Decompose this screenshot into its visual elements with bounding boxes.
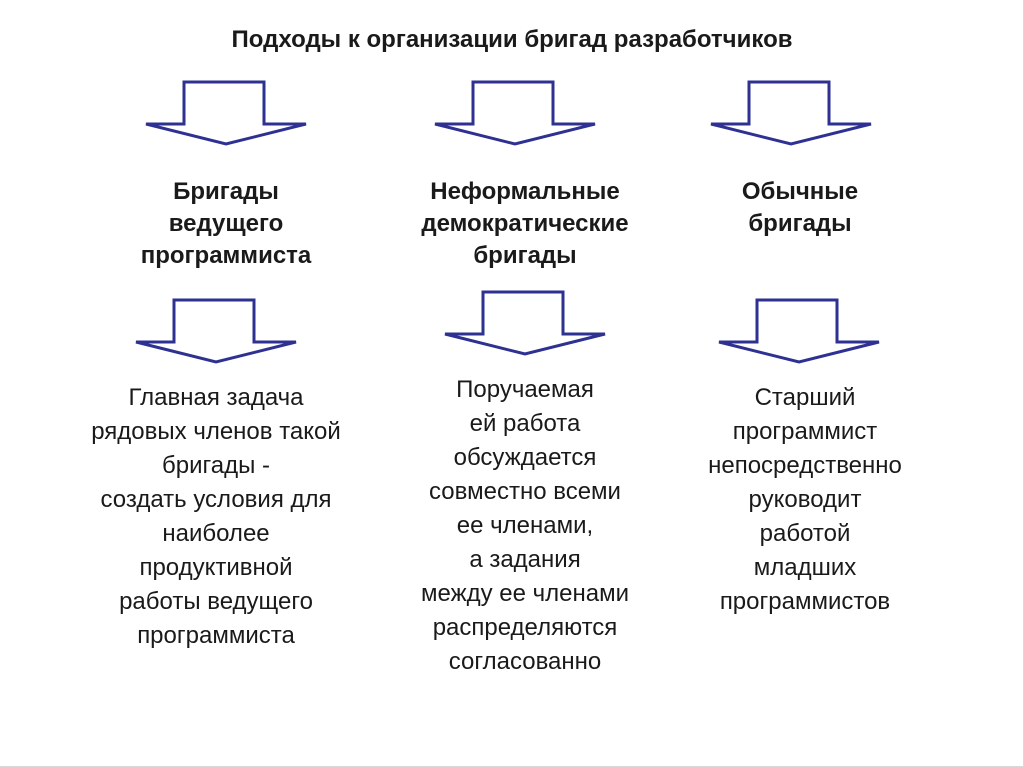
heading-chief-programmer-teams: Бригады ведущего программиста [140,178,312,269]
down-arrow-icon [433,80,597,146]
down-arrow-icon [134,298,298,364]
down-arrow-icon [717,298,881,364]
heading-ordinary-teams: Обычные бригады [741,178,859,237]
down-arrow-icon [443,290,607,356]
heading-democratic-teams: Неформальные демократические бригады [421,178,629,269]
description-democratic-teams: Поручаемая ей работа обсуждается совместно всеми ее членами, а задания между ее членами распределяются согласованно [420,376,630,675]
description-ordinary-teams: Старший программист непосредственно руководит работой младших программистов [708,384,902,615]
down-arrow-icon [144,80,308,146]
diagram-title: Подходы к организации бригад разработчиков [231,26,793,53]
description-chief-programmer-teams: Главная задача рядовых членов такой бригады - создать условия для наиболее продуктивной работы ведущего программиста [91,384,341,649]
down-arrow-icon [709,80,873,146]
